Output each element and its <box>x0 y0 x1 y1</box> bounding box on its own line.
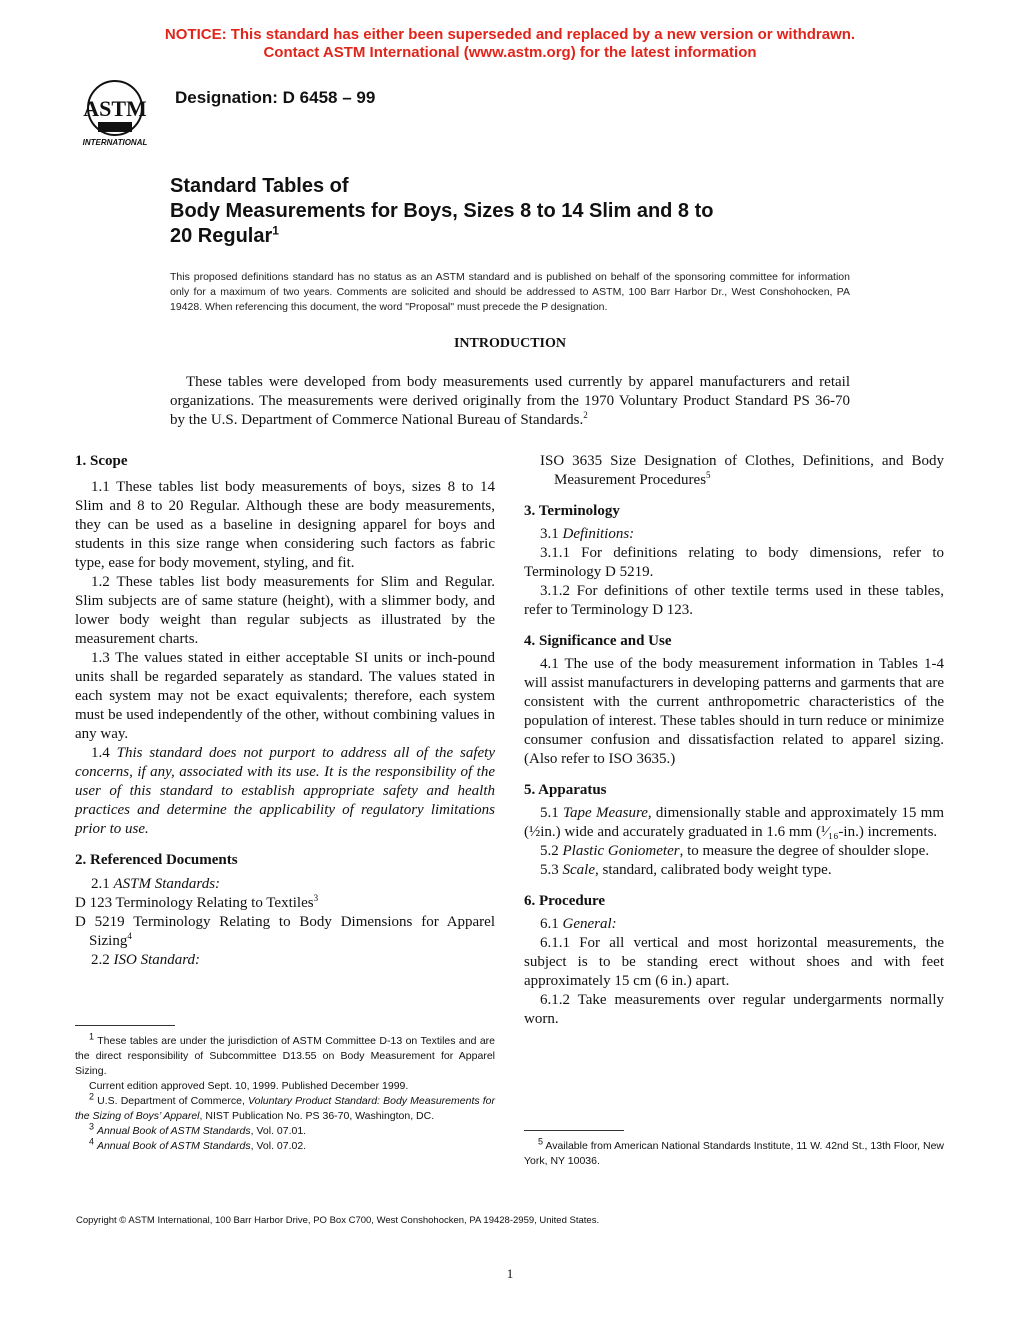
para-6-1-1: 6.1.1 For all vertical and most horizontal measurements, the subject is to be standing erect without shoes and with feet approximately 15 cm (6 in.) apart. <box>524 935 944 989</box>
reference-d123 <box>75 894 495 913</box>
para-5-2-term: Plastic Goniometer <box>562 843 680 859</box>
para-5-3-term: Scale <box>562 862 595 878</box>
title-footnote-ref: 1 <box>272 223 279 238</box>
reference-d5219-sup: 4 <box>127 931 132 941</box>
section-4-heading: 4. Significance and Use <box>524 633 672 649</box>
para-3-1-number: 3.1 <box>540 526 559 542</box>
footnote-4-b: , Vol. 07.02. <box>250 1140 307 1152</box>
para-4-1: 4.1 The use of the body measurement information in Tables 1-4 will assist manufacturers in developing patterns and garments that are consistent with the current anthropometric characteristics of the population of interest. These tables should in turn reduce or minimize consumer confusion and dissatisfaction related to apparel sizing. (Also refer to ISO 3635.) <box>524 656 944 767</box>
footnote-4-sup: 4 <box>89 1136 95 1147</box>
para-6-1-text: General: <box>562 916 617 932</box>
para-2-1-text: ASTM Standards: <box>113 876 221 892</box>
para-1-1: 1.1 These tables list body measurements of boys, sizes 8 to 14 Slim and 8 to 20 Regular. Although these are body measurements, they can be used as a baseline in designing apparel for boys and students in this size range when considering such factors as fabric type, ease for body movement, styling, and fit. <box>75 479 495 571</box>
logo-subtext: INTERNATIONAL <box>82 138 148 147</box>
para-5-2-number: 5.2 <box>540 843 559 859</box>
designation: Designation: D 6458 – 99 <box>175 88 376 107</box>
para-5-3-text: , standard, calibrated body weight type. <box>594 862 832 878</box>
footnote-3-sup: 3 <box>89 1121 95 1132</box>
copyright-line: Copyright © ASTM International, 100 Barr Harbor Drive, PO Box C700, West Conshohocken, PA 19428-2959, United States. <box>76 1215 600 1226</box>
title-line-3: 20 Regular <box>170 225 273 247</box>
section-6-heading: 6. Procedure <box>524 893 606 909</box>
introduction-footnote-ref: 2 <box>583 410 588 420</box>
reference-d5219 <box>75 913 495 951</box>
right-column <box>524 452 944 1029</box>
para-6-1-number: 6.1 <box>540 916 559 932</box>
para-5-2 <box>524 842 944 861</box>
para-5-1-term: Tape Measure <box>563 805 648 821</box>
notice-banner <box>0 26 1020 62</box>
para-2-1 <box>75 875 495 894</box>
footnote-current-edition: Current edition approved Sept. 10, 1999. Published December 1999. <box>89 1080 409 1092</box>
para-3-1-1: 3.1.1 For definitions relating to body dimensions, refer to Terminology D 5219. <box>524 545 944 580</box>
reference-iso3635-sup: 5 <box>706 470 711 480</box>
footnote-3-a: Annual Book of ASTM Standards <box>96 1125 251 1137</box>
footnote-3-b: , Vol. 07.01. <box>250 1125 307 1137</box>
introduction-text <box>170 373 850 430</box>
page-number: 1 <box>506 1266 514 1281</box>
para-1-4-number: 1.4 <box>91 745 110 761</box>
para-6-1 <box>524 915 944 934</box>
logo-text: ASTM <box>83 96 147 121</box>
notice-line-2: Contact ASTM International (www.astm.org) for the latest information <box>263 44 757 61</box>
para-1-4-text: This standard does not purport to address all of the safety concerns, if any, associated with its use. It is the responsibility of the user of this standard to establish appropriate safety and health practices and determine the applicability of regulatory limitations prior to use. <box>75 745 496 837</box>
footnote-2-c: , NIST Publication No. PS 36-70, Washington, DC. <box>199 1110 435 1122</box>
para-5-3 <box>524 861 944 880</box>
para-2-2-text: ISO Standard: <box>113 952 201 968</box>
para-5-1-text: , dimensionally stable and approximately 15 mm (½in.) wide and accurately graduated in 1.6 mm (¹⁄₁₆-in.) increments. <box>524 805 944 840</box>
reference-d123-text: D 123 Terminology Relating to Textiles <box>75 895 314 911</box>
footnote-2-sup: 2 <box>89 1091 95 1102</box>
reference-d123-sup: 3 <box>313 893 319 903</box>
astm-logo-icon <box>70 78 160 148</box>
footnote-5 <box>524 1136 944 1169</box>
para-3-1 <box>524 525 944 544</box>
title-line-1: Standard Tables of <box>170 175 349 197</box>
footnote-1 <box>75 1031 495 1079</box>
para-1-2: 1.2 These tables list body measurements for Slim and Regular. Slim subjects are of same stature (height), with a slimmer body, and lower body weight than regular subjects as illustrated by the measurement charts. <box>75 574 495 647</box>
section-2-heading: 2. Referenced Documents <box>75 852 238 868</box>
para-2-2 <box>75 951 495 970</box>
para-3-1-text: Definitions: <box>562 526 635 542</box>
footnote-4 <box>75 1136 495 1154</box>
footnote-5-sup: 5 <box>538 1136 544 1147</box>
footnote-2-b: Voluntary Product Standard: Body Measurements for the Sizing of Boys’ Apparel <box>75 1095 495 1122</box>
reference-iso3635 <box>524 452 944 490</box>
para-2-2-number: 2.2 <box>91 952 110 968</box>
para-5-3-number: 5.3 <box>540 862 559 878</box>
introduction-heading: INTRODUCTION <box>453 336 566 351</box>
left-column <box>75 452 495 970</box>
para-5-2-text: , to measure the degree of shoulder slope. <box>679 843 930 859</box>
notice-line-1: NOTICE: This standard has either been superseded and replaced by a new version or withdrawn. <box>164 26 856 43</box>
footnotes-right <box>524 1136 944 1169</box>
astm-logo <box>70 78 160 148</box>
footnote-4-a: Annual Book of ASTM Standards <box>96 1140 251 1152</box>
footnote-1-text: These tables are under the jurisdiction of ASTM Committee D-13 on Textiles and are the direct responsibility of Subcommittee D13.55 on Body Measurement for Apparel Sizing. <box>75 1035 495 1077</box>
para-1-3: 1.3 The values stated in either acceptable SI units or inch-pound units shall be regarded separately as standard. The values stated in each system may not be exact equivalents; therefore, each system must be used independently of the other, without combining values in any way. <box>75 650 495 742</box>
para-2-1-number: 2.1 <box>91 876 110 892</box>
para-6-1-2: 6.1.2 Take measurements over regular undergarments normally worn. <box>524 992 944 1027</box>
document-title <box>170 174 890 249</box>
footnote-2-a: U.S. Department of Commerce, <box>97 1095 245 1107</box>
title-line-2: Body Measurements for Boys, Sizes 8 to 14 Slim and 8 to <box>170 200 714 222</box>
para-5-1 <box>524 804 944 842</box>
introduction-body: These tables were developed from body measurements used currently by apparel manufacturers and retail organizations. The measurements were derived originally from the 1970 Voluntary Product Standard PS 36-70 by the U.S. Department of Commerce National Bureau of Standards. <box>170 374 850 428</box>
footnote-1-sup: 1 <box>89 1031 95 1042</box>
footnote-5-text: Available from American National Standards Institute, 11 W. 42nd St., 13th Floor, New York, NY 10036. <box>524 1140 944 1167</box>
para-1-4 <box>75 744 495 839</box>
reference-iso3635-text: ISO 3635 Size Designation of Clothes, Definitions, and Body Measurement Procedures <box>540 453 944 488</box>
para-3-1-2: 3.1.2 For definitions of other textile terms used in these tables, refer to Terminology D 123. <box>524 583 944 618</box>
footnote-rule-left <box>75 1025 175 1026</box>
section-1-heading: 1. Scope <box>75 453 128 469</box>
footnote-3 <box>75 1121 495 1139</box>
footnotes-left <box>75 1031 495 1154</box>
reference-d5219-text: D 5219 Terminology Relating to Body Dimensions for Apparel Sizing <box>75 914 495 949</box>
footnote-2 <box>75 1091 495 1124</box>
proposal-note: This proposed definitions standard has no status as an ASTM standard and is published on behalf of the sponsoring committee for information only for a maximum of two years. Comments are solicited and should be addressed to ASTM, 100 Barr Harbor Dr., West Conshohocken, PA 19428. When referencing this document, the word "Proposal" must precede the P designation. <box>170 271 850 313</box>
section-3-heading: 3. Terminology <box>524 503 620 519</box>
footnote-rule-right <box>524 1130 624 1131</box>
section-5-heading: 5. Apparatus <box>524 782 607 798</box>
para-5-1-number: 5.1 <box>540 805 559 821</box>
